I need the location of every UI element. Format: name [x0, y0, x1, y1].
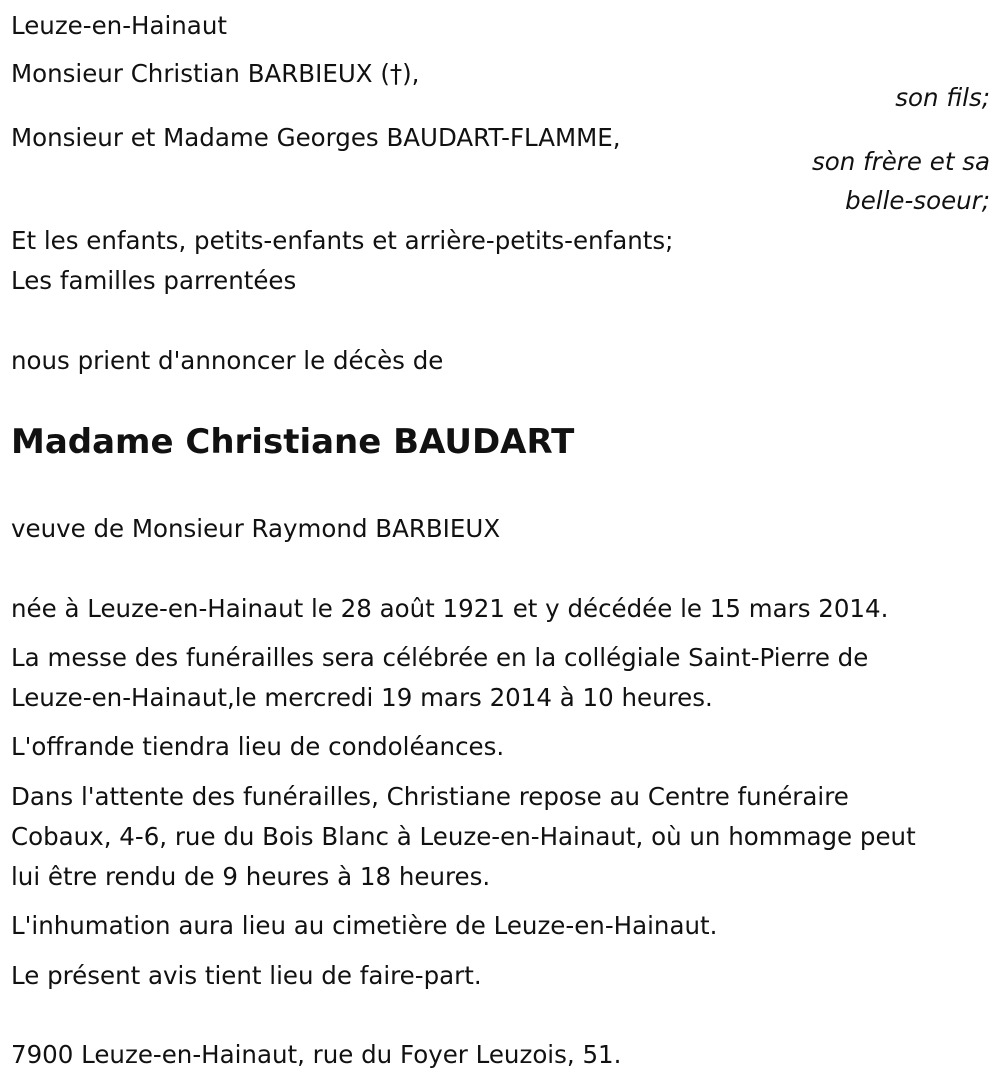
announcement: nous prient d'annoncer le décès de [11, 346, 444, 375]
family-son: Monsieur Christian BARBIEUX (†), [11, 59, 420, 88]
place-heading: Leuze-en-Hainaut [11, 11, 227, 40]
son-role: son fils; [895, 83, 990, 112]
offering: L'offrande tiendra lieu de condoléances. [11, 732, 505, 761]
family-relatives: Les familles parrentées [11, 266, 297, 295]
address: 7900 Leuze-en-Hainaut, rue du Foyer Leuzois, 51. [11, 1040, 622, 1069]
family-descendants: Et les enfants, petits-enfants et arrière-petits-enfants; [11, 226, 674, 255]
rest-line-2: Cobaux, 4-6, rue du Bois Blanc à Leuze-en-Hainaut, où un hommage peut [11, 822, 916, 851]
deceased-name: Madame Christiane BAUDART [11, 422, 575, 462]
rest-line-3: lui être rendu de 9 heures à 18 heures. [11, 862, 491, 891]
burial: L'inhumation aura lieu au cimetière de Leuze-en-Hainaut. [11, 911, 718, 940]
rest-line-1: Dans l'attente des funérailles, Christiane repose au Centre funéraire [11, 782, 849, 811]
brother-role-line-2: belle-soeur; [845, 186, 990, 215]
mass-line-2: Leuze-en-Hainaut,le mercredi 19 mars 2014 à 10 heures. [11, 683, 713, 712]
widow-of: veuve de Monsieur Raymond BARBIEUX [11, 514, 501, 543]
notice: Le présent avis tient lieu de faire-part. [11, 961, 482, 990]
birth-death: née à Leuze-en-Hainaut le 28 août 1921 et y décédée le 15 mars 2014. [11, 594, 889, 623]
mass-line-1: La messe des funérailles sera célébrée en la collégiale Saint-Pierre de [11, 643, 869, 672]
brother-role-line-1: son frère et sa [811, 147, 990, 176]
family-brother: Monsieur et Madame Georges BAUDART-FLAMME, [11, 123, 621, 152]
